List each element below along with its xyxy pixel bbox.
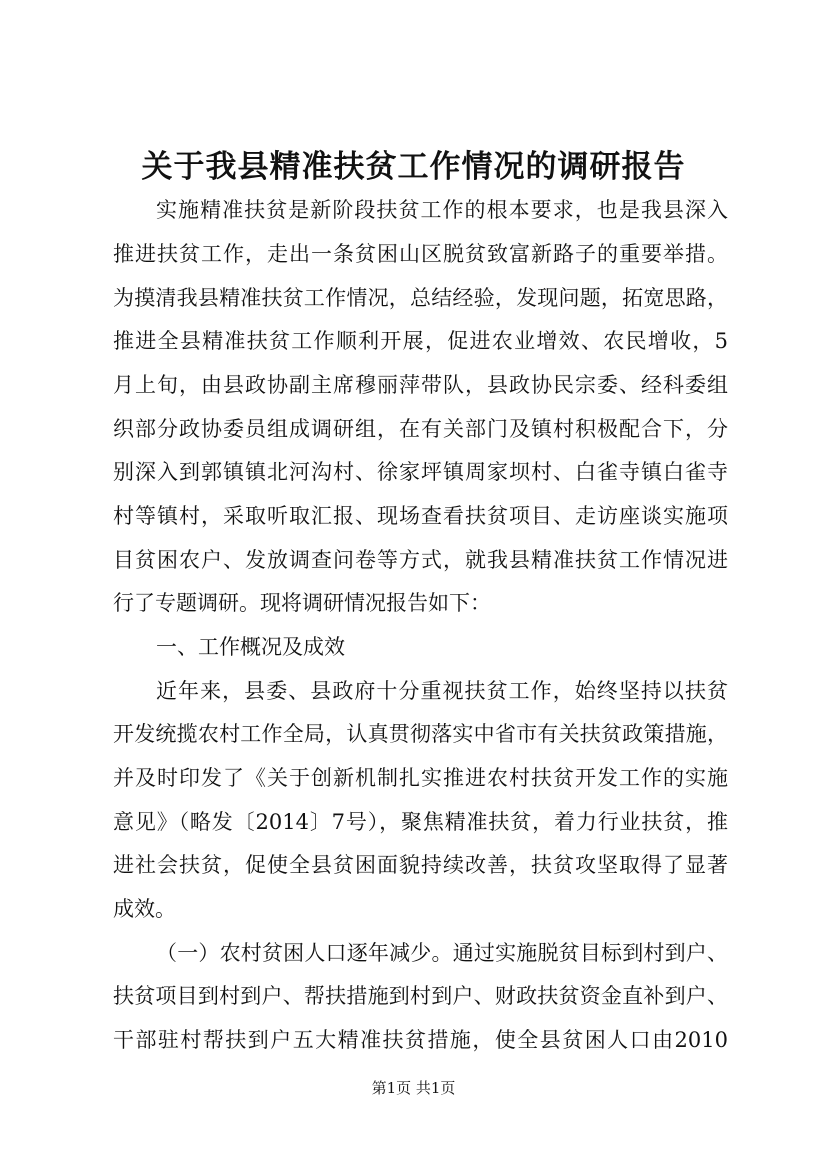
text-line: 行了专题调研。现将调研情况报告如下： [113,591,491,615]
text-line: 进社会扶贫，促使全县贫困面貌持续改善，扶贫攻坚取得了显著 [113,853,728,877]
text-line: 实施精准扶贫是新阶段扶贫工作的根本要求，也是我县深入 [156,198,728,222]
text-line: 成效。 [113,897,176,921]
text-line: 意见》（略发〔2014〕7号），聚焦精准扶贫，着力行业扶贫，推 [113,810,728,834]
text-line: 并及时印发了《关于创新机制扎实推进农村扶贫开发工作的实施 [113,766,728,790]
text-line: 为摸清我县精准扶贫工作情况，总结经验，发现问题，拓宽思路， [113,286,728,310]
text-line: 扶贫项目到村到户、帮扶措施到村到户、财政扶贫资金直补到户、 [113,984,728,1008]
text-line: 村等镇村，采取听取汇报、现场查看扶贫项目、走访座谈实施项 [113,504,728,528]
text-line: 别深入到郭镇镇北河沟村、徐家坪镇周家坝村、白雀寺镇白雀寺 [113,460,728,484]
text-line: 月上旬，由县政协副主席穆丽萍带队，县政协民宗委、经科委组 [113,373,728,397]
section-heading: 一、工作概况及成效 [156,635,345,659]
text-line: 目贫困农户、发放调查问卷等方式，就我县精准扶贫工作情况进 [113,548,728,572]
subsection-line: （一）农村贫困人口逐年减少。通过实施脱贫目标到村到户、 [156,941,728,965]
document-title: 关于我县精准扶贫工作情况的调研报告 [141,149,686,185]
page-footer: 第1页 共1页 [371,1079,456,1097]
text-line: 开发统揽农村工作全局，认真贯彻落实中省市有关扶贫政策措施， [113,722,728,746]
text-line: 推进全县精准扶贫工作顺利开展，促进农业增效、农民增收，5 [113,329,728,353]
text-line: 干部驻村帮扶到户五大精准扶贫措施，使全县贫困人口由2010 [113,1028,728,1052]
text-line: 织部分政协委员组成调研组，在有关部门及镇村积极配合下，分 [113,417,728,441]
text-line: 推进扶贫工作，走出一条贫困山区脱贫致富新路子的重要举措。 [113,242,728,266]
text-line: 近年来，县委、县政府十分重视扶贫工作，始终坚持以扶贫 [156,679,728,703]
